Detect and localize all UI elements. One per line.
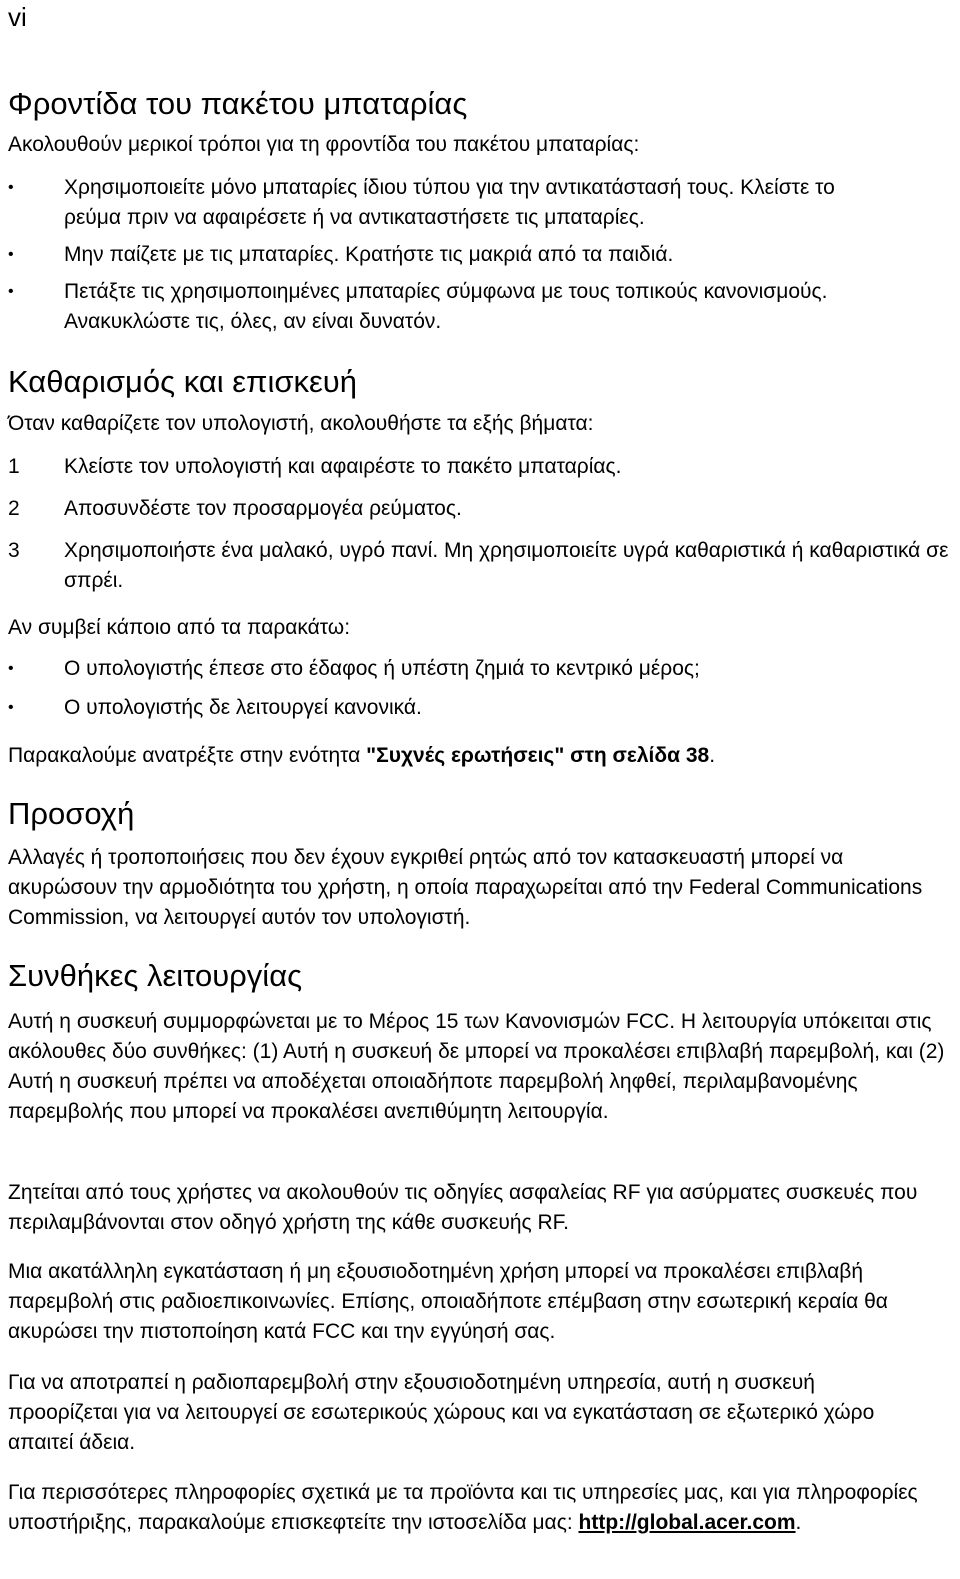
cleaning-heading: Καθαρισμός και επισκευή — [8, 364, 357, 399]
list-item — [8, 277, 878, 337]
list-item — [8, 693, 908, 723]
step-number: 2 — [8, 497, 20, 520]
list-item-text: Μην παίζετε με τις μπαταρίες. Κρατήστε τις μακριά από τα παιδιά. — [64, 243, 674, 266]
battery-intro: Ακολουθούν μερικοί τρόποι για τη φροντίδα του πακέτου μπαταρίας: — [8, 133, 640, 156]
bullet-icon: • — [8, 283, 14, 300]
list-item-text: Χρησιμοποιείτε μόνο μπαταρίες ίδιου τύπου για την αντικατάστασή τους. Κλείστε το ρεύμα πριν να αφαιρέσετε ή να αντικαταστήσετε τις μπαταρίες. — [64, 176, 835, 229]
cleaning-refer — [8, 741, 715, 771]
bullet-icon: • — [8, 179, 14, 196]
caution-heading: Προσοχή — [8, 796, 135, 831]
list-item — [8, 494, 952, 524]
refer-end: . — [709, 744, 716, 767]
operating-paragraph: Αυτή η συσκευή συμμορφώνεται με το Μέρος 15 των Κανονισμών FCC. Η λειτουργία υπόκειται στις ακόλουθες δύο συνθήκες: (1) Αυτή η συσκευή δε μπορεί να προκαλέσει επιβλαβή παρεμβολή, και (2) Αυτή η συσκευή πρέπει να αποδέχεται οποιαδήποτε παρεμβολή ληφθεί, περιλαμβανομένης παρεμβολής που μπορεί να προκαλέσει ανεπιθύμητη λειτουργία. — [8, 1010, 945, 1123]
cleaning-steps — [8, 452, 952, 596]
more-info-end: . — [795, 1511, 802, 1534]
bullet-icon: • — [8, 699, 14, 716]
step-text: Κλείστε τον υπολογιστή και αφαιρέστε το πακέτο μπαταρίας. — [64, 455, 622, 478]
list-item — [8, 536, 952, 596]
battery-list — [8, 173, 878, 337]
bullet-icon: • — [8, 660, 14, 677]
list-item — [8, 173, 878, 233]
step-number: 3 — [8, 539, 20, 562]
list-item — [8, 452, 952, 482]
faq-link[interactable]: "Συχνές ερωτήσεις" στη σελίδα 38 — [366, 744, 710, 767]
bullet-icon: • — [8, 246, 14, 263]
cleaning-if-intro: Αν συμβεί κάποιο από τα παρακάτω: — [8, 616, 351, 639]
cleaning-if-list — [8, 654, 908, 723]
operating-heading: Συνθήκες λειτουργίας — [8, 958, 303, 993]
page-number: vi — [8, 2, 27, 32]
operating-paragraph: Ζητείται από τους χρήστες να ακολουθούν τις οδηγίες ασφαλείας RF για ασύρματες συσκευές που περιλαμβάνονται στον οδηγό χρήστη της κάθε συσκευής RF. — [8, 1181, 918, 1234]
acer-website-link[interactable]: http://global.acer.com — [578, 1511, 796, 1534]
more-info — [8, 1478, 952, 1538]
operating-paragraph: Για να αποτραπεί η ραδιοπαρεμβολή στην εξουσιοδοτημένη υπηρεσία, αυτή η συσκευή προορίζεται για να λειτουργεί σε εσωτερικούς χώρους και να εγκατάσταση σε εξωτερικό χώρο απαιτεί άδεια. — [8, 1371, 875, 1454]
list-item-text: Ο υπολογιστής δε λειτουργεί κανονικά. — [64, 696, 422, 719]
battery-heading: Φροντίδα του πακέτου μπαταρίας — [8, 86, 468, 121]
caution-text: Αλλαγές ή τροποποιήσεις που δεν έχουν εγκριθεί ρητώς από τον κατασκευαστή μπορεί να ακυρώσουν την αρμοδιότητα του χρήστη, η οποία παραχωρείται από την Federal Communications Commission, να λειτουργεί αυτόν τον υπολογιστή. — [8, 846, 923, 929]
cleaning-intro: Όταν καθαρίζετε τον υπολογιστή, ακολουθήστε τα εξής βήματα: — [8, 412, 594, 435]
list-item-text: Πετάξτε τις χρησιμοποιημένες μπαταρίες σύμφωνα με τους τοπικούς κανονισμούς. Ανακυκλώστε τις, όλες, αν είναι δυνατόν. — [64, 280, 828, 333]
step-text: Αποσυνδέστε τον προσαρμογέα ρεύματος. — [64, 497, 462, 520]
step-number: 1 — [8, 455, 20, 478]
list-item — [8, 240, 878, 270]
operating-paragraph: Μια ακατάλληλη εγκατάσταση ή μη εξουσιοδοτημένη χρήση μπορεί να προκαλέσει επιβλαβή παρεμβολή στις ραδιοεπικοινωνίες. Επίσης, οποιαδήποτε επέμβαση στην εσωτερική κεραία θα ακυρώσει την πιστοποίηση κατά FCC και την εγγύησή σας. — [8, 1260, 888, 1343]
list-item — [8, 654, 908, 684]
step-text: Χρησιμοποιήστε ένα μαλακό, υγρό πανί. Μη χρησιμοποιείτε υγρά καθαριστικά ή καθαριστικά σε σπρέι. — [64, 539, 949, 592]
more-info-text: Για περισσότερες πληροφορίες σχετικά με τα προϊόντα και τις υπηρεσίες μας, και για πληροφορίες υποστήριξης, παρακαλούμε επισκεφτείτε την ιστοσελίδα μας: — [8, 1481, 918, 1534]
refer-text: Παρακαλούμε ανατρέξτε στην ενότητα — [8, 744, 367, 767]
list-item-text: Ο υπολογιστής έπεσε στο έδαφος ή υπέστη ζημιά το κεντρικό μέρος; — [64, 657, 700, 680]
